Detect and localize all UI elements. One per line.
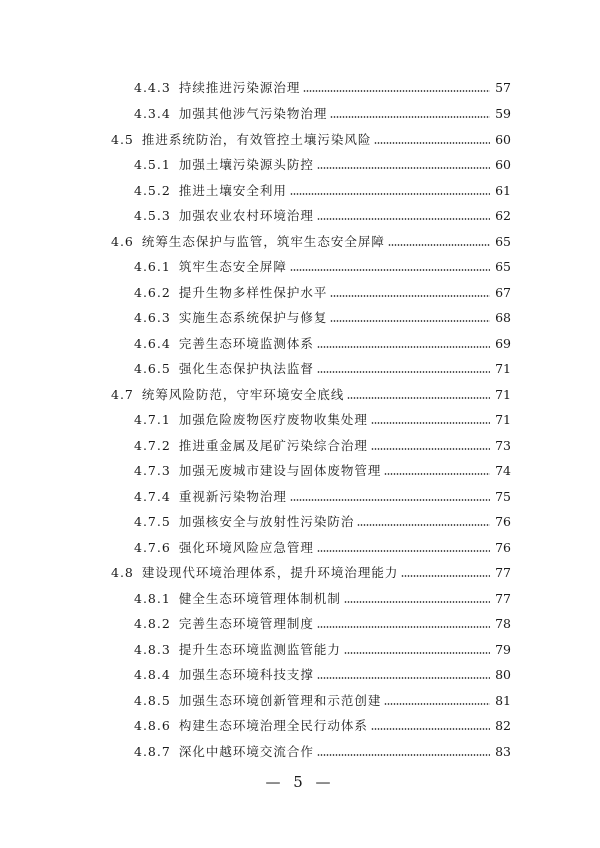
toc-entry-number: 4.6.5	[134, 360, 171, 376]
toc-entry-number: 4.6.1	[134, 258, 171, 274]
toc-entry-number: 4.7	[111, 386, 134, 402]
toc-entry[interactable]	[0, 333, 600, 353]
toc-entry-page: 61	[495, 182, 511, 198]
toc-entry[interactable]	[0, 358, 600, 378]
toc-entry-number: 4.8.3	[134, 641, 171, 657]
toc-entry-number: 4.8.5	[134, 692, 171, 708]
toc-entry-number: 4.4.3	[134, 79, 171, 95]
toc-entry[interactable]	[0, 129, 600, 149]
toc-entry-number: 4.8.1	[134, 590, 171, 606]
toc-entry[interactable]	[0, 256, 600, 276]
toc-entry[interactable]	[0, 715, 600, 735]
dot-leader	[371, 728, 490, 730]
toc-entry-page: 62	[495, 207, 511, 223]
dot-leader	[401, 575, 490, 577]
dot-leader	[357, 524, 490, 526]
dot-leader	[330, 116, 490, 118]
toc-entry[interactable]	[0, 77, 600, 97]
toc-entry-title: 统筹风险防范，守牢环境安全底线	[141, 387, 345, 402]
dot-leader	[344, 601, 490, 603]
dot-leader	[317, 167, 490, 169]
toc-entry-page: 65	[495, 258, 511, 274]
toc-entry-number: 4.7.6	[134, 539, 171, 555]
toc-entry-title: 持续推进污染源治理	[178, 80, 301, 95]
toc-entry-page: 71	[495, 360, 511, 376]
toc-entry[interactable]	[0, 741, 600, 761]
toc-entry[interactable]	[0, 664, 600, 684]
toc-entry[interactable]	[0, 435, 600, 455]
toc-entry-page: 73	[495, 437, 511, 453]
toc-entry-number: 4.5.3	[134, 207, 171, 223]
toc-entry-title: 加强生态环境科技支撑	[178, 667, 314, 682]
toc-entry-page: 77	[495, 564, 511, 580]
dot-leader	[317, 677, 490, 679]
toc-entry-page: 83	[495, 743, 511, 759]
dot-leader	[303, 90, 490, 92]
toc-entry-page: 76	[495, 513, 511, 529]
toc-entry-title: 加强无废城市建设与固体废物管理	[178, 463, 382, 478]
toc-entry-number: 4.7.4	[134, 488, 171, 504]
toc-entry[interactable]	[0, 409, 600, 429]
toc-entry-title: 强化环境风险应急管理	[178, 540, 314, 555]
toc-entry-page: 78	[495, 615, 511, 631]
toc-entry[interactable]	[0, 384, 600, 404]
toc-entry-number: 4.5.2	[134, 182, 171, 198]
toc-entry-title: 推进土壤安全利用	[178, 183, 287, 198]
toc-entry-number: 4.8.2	[134, 615, 171, 631]
toc-entry-page: 80	[495, 666, 511, 682]
dot-leader	[344, 652, 490, 654]
toc-entry-title: 加强危险废物医疗废物收集处理	[178, 412, 368, 427]
toc-entry-title: 推进重金属及尾矿污染综合治理	[178, 438, 368, 453]
toc-entry-title: 加强核安全与放射性污染防治	[178, 514, 355, 529]
dot-leader	[330, 320, 490, 322]
toc-entry[interactable]	[0, 460, 600, 480]
toc-entry-title: 健全生态环境管理体制机制	[178, 591, 341, 606]
dot-leader	[317, 371, 490, 373]
toc-entry-number: 4.6.3	[134, 309, 171, 325]
toc-entry-title: 强化生态保护执法监督	[178, 361, 314, 376]
toc-entry-title: 加强农业农村环境治理	[178, 208, 314, 223]
dot-leader	[388, 244, 490, 246]
toc-entry-page: 60	[495, 156, 511, 172]
toc-entry-page: 71	[495, 386, 511, 402]
toc-entry-number: 4.8	[111, 564, 134, 580]
toc-entry[interactable]	[0, 103, 600, 123]
toc-entry-page: 71	[495, 411, 511, 427]
toc-entry-title: 重视新污染物治理	[178, 489, 287, 504]
toc-entry-page: 69	[495, 335, 511, 351]
toc-entry[interactable]	[0, 690, 600, 710]
toc-entry[interactable]	[0, 205, 600, 225]
toc-entry[interactable]	[0, 231, 600, 251]
toc-entry[interactable]	[0, 537, 600, 557]
toc-entry-title: 推进系统防治，有效管控土壤污染风险	[141, 132, 372, 147]
toc-entry-number: 4.8.4	[134, 666, 171, 682]
dot-leader	[371, 422, 490, 424]
toc-entry[interactable]	[0, 562, 600, 582]
toc-entry-number: 4.6	[111, 233, 134, 249]
dot-leader	[290, 499, 490, 501]
toc-entry-number: 4.7.1	[134, 411, 171, 427]
toc-entry-title: 实施生态系统保护与修复	[178, 310, 328, 325]
toc-entry-page: 59	[495, 105, 511, 121]
toc-entry[interactable]	[0, 639, 600, 659]
toc-entry-page: 65	[495, 233, 511, 249]
toc-entry[interactable]	[0, 154, 600, 174]
toc-entry-page: 82	[495, 717, 511, 733]
toc-entry-title: 完善生态环境管理制度	[178, 616, 314, 631]
dot-leader	[317, 550, 490, 552]
toc-entry-number: 4.6.4	[134, 335, 171, 351]
dot-leader	[347, 397, 490, 399]
toc-entry-number: 4.8.7	[134, 743, 171, 759]
dot-leader	[290, 269, 490, 271]
toc-entry-number: 4.7.3	[134, 462, 171, 478]
toc-entry[interactable]	[0, 588, 600, 608]
toc-entry-number: 4.5.1	[134, 156, 171, 172]
toc-entry-page: 67	[495, 284, 511, 300]
toc-entry-page: 81	[495, 692, 511, 708]
toc-entry[interactable]	[0, 511, 600, 531]
dot-leader	[317, 754, 490, 756]
toc-entry-title: 构建生态环境治理全民行动体系	[178, 718, 368, 733]
toc-entry[interactable]	[0, 613, 600, 633]
toc-entry-page: 79	[495, 641, 511, 657]
toc-entry-number: 4.6.2	[134, 284, 171, 300]
page-number: — 5 —	[265, 773, 335, 791]
toc-entry-title: 提升生物多样性保护水平	[178, 285, 328, 300]
toc-entry-title: 加强其他涉气污染物治理	[178, 106, 328, 121]
toc-entry-page: 76	[495, 539, 511, 555]
dot-leader	[290, 193, 490, 195]
toc-entry-page: 75	[495, 488, 511, 504]
toc-entry-number: 4.8.6	[134, 717, 171, 733]
toc-entry-title: 完善生态环境监测体系	[178, 336, 314, 351]
toc-entry-page: 68	[495, 309, 511, 325]
dot-leader	[330, 295, 490, 297]
toc-entry-title: 统筹生态保护与监管，筑牢生态安全屏障	[141, 234, 385, 249]
dot-leader	[374, 142, 490, 144]
toc-entry-number: 4.7.5	[134, 513, 171, 529]
toc-entry-title: 筑牢生态安全屏障	[178, 259, 287, 274]
dot-leader	[317, 626, 490, 628]
toc-entry-page: 60	[495, 131, 511, 147]
dot-leader	[317, 218, 490, 220]
toc-entry-number: 4.7.2	[134, 437, 171, 453]
toc-entry-page: 57	[495, 79, 511, 95]
toc-entry[interactable]	[0, 486, 600, 506]
dot-leader	[384, 703, 490, 705]
toc-entry[interactable]	[0, 282, 600, 302]
toc-entry-title: 建设现代环境治理体系，提升环境治理能力	[141, 565, 399, 580]
dot-leader	[371, 448, 490, 450]
toc-entry-number: 4.5	[111, 131, 134, 147]
toc-entry-page: 77	[495, 590, 511, 606]
toc-entry-title: 提升生态环境监测监管能力	[178, 642, 341, 657]
dot-leader	[317, 346, 490, 348]
toc-entry[interactable]	[0, 307, 600, 327]
toc-entry[interactable]	[0, 180, 600, 200]
toc-entry-title: 深化中越环境交流合作	[178, 744, 314, 759]
dot-leader	[384, 473, 490, 475]
toc-entry-title: 加强土壤污染源头防控	[178, 157, 314, 172]
toc-entry-number: 4.3.4	[134, 105, 171, 121]
toc-entry-title: 加强生态环境创新管理和示范创建	[178, 693, 382, 708]
toc-entry-page: 74	[495, 462, 511, 478]
